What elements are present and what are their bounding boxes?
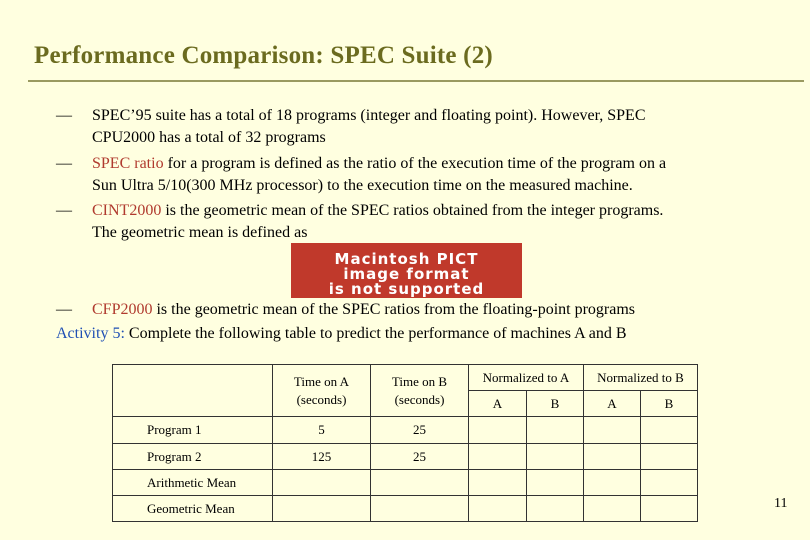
bullet-dash: — (56, 301, 72, 318)
subheader-cell: B (527, 391, 584, 417)
cell-time-a[interactable] (273, 496, 371, 522)
cell-empty[interactable] (469, 470, 527, 496)
cell-time-a: 5 (273, 417, 371, 444)
cell-time-a[interactable] (273, 470, 371, 496)
cell-empty[interactable] (641, 470, 698, 496)
cell-empty[interactable] (527, 470, 584, 496)
row-label: Program 1 (113, 417, 273, 444)
slide-title: Performance Comparison: SPEC Suite (2) (34, 42, 493, 69)
header-corner-cell (113, 365, 273, 417)
bullet-1-line2: CPU2000 has a total of 32 programs (92, 129, 326, 146)
table-row (113, 417, 698, 444)
bullet-1-line1: SPEC’95 suite has a total of 18 programs (integer and floating point). However, SPEC (92, 107, 646, 124)
header-time-a: Time on A (seconds) (273, 365, 371, 417)
activity-text: Complete the following table to predict the performance of machines A and B (124, 325, 627, 342)
cell-empty[interactable] (641, 444, 698, 470)
cell-time-b[interactable] (371, 496, 469, 522)
term-cfp2000: CFP2000 (92, 301, 153, 318)
row-label: Arithmetic Mean (113, 470, 273, 496)
table-row (113, 444, 698, 470)
cell-empty[interactable] (584, 417, 641, 444)
cell-time-b[interactable] (371, 470, 469, 496)
cell-empty[interactable] (584, 444, 641, 470)
unsupported-image-placeholder (291, 243, 522, 298)
cell-empty[interactable] (641, 417, 698, 444)
cell-empty[interactable] (469, 444, 527, 470)
table-header-row (113, 365, 698, 391)
term-spec-ratio: SPEC ratio (92, 155, 164, 172)
performance-table (112, 364, 698, 522)
cell-empty[interactable] (469, 417, 527, 444)
cell-empty[interactable] (584, 470, 641, 496)
bullet-3-line1: is the geometric mean of the SPEC ratios obtained from the integer programs. (161, 202, 664, 219)
term-cint2000: CINT2000 (92, 202, 162, 219)
bullet-2-line2: Sun Ultra 5/10(300 MHz processor) to the execution time on the measured machine. (92, 177, 633, 194)
activity-label: Activity 5: (56, 325, 125, 342)
bullet-dash: — (56, 155, 72, 172)
cell-empty[interactable] (527, 417, 584, 444)
header-time-b: Time on B (seconds) (371, 365, 469, 417)
cell-empty[interactable] (584, 496, 641, 522)
subheader-cell: A (584, 391, 641, 417)
row-label: Geometric Mean (113, 496, 273, 522)
table-row (113, 470, 698, 496)
header-normalized-a: Normalized to A (469, 365, 584, 391)
bullet-4-line1: is the geometric mean of the SPEC ratios from the floating-point programs (152, 301, 636, 318)
pict-line-1: Macintosh PICT (334, 250, 479, 268)
cell-empty[interactable] (527, 496, 584, 522)
header-normalized-b: Normalized to B (584, 365, 698, 391)
bullet-2-line1: for a program is defined as the ratio of the execution time of the program on a (163, 155, 667, 172)
cell-time-b: 25 (371, 417, 469, 444)
subheader-cell: B (641, 391, 698, 417)
bullet-3-line2: The geometric mean is defined as (92, 224, 308, 241)
cell-empty[interactable] (469, 496, 527, 522)
subheader-cell: A (469, 391, 527, 417)
pict-line-3: is not supported (328, 280, 485, 298)
cell-time-a: 125 (273, 444, 371, 470)
bullet-dash: — (56, 107, 72, 124)
row-label: Program 2 (113, 444, 273, 470)
cell-empty[interactable] (641, 496, 698, 522)
page-number: 11 (774, 496, 788, 511)
cell-empty[interactable] (527, 444, 584, 470)
table-row (113, 496, 698, 522)
bullet-dash: — (56, 202, 72, 219)
title-divider (28, 80, 804, 82)
pict-line-2: image format (343, 265, 470, 283)
activity-instruction (56, 325, 627, 343)
cell-time-b: 25 (371, 444, 469, 470)
